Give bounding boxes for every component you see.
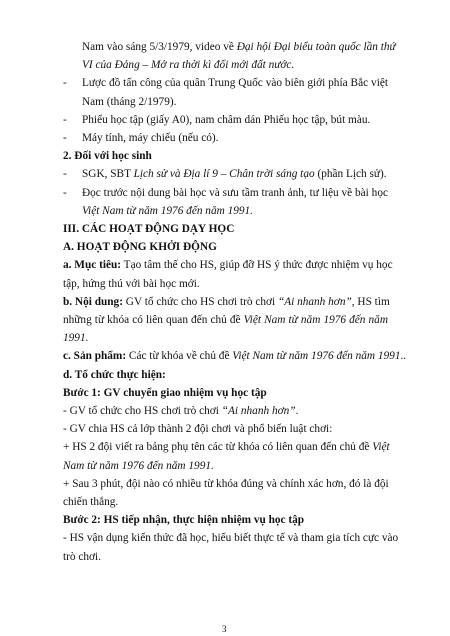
bold-label: a. Mục tiêu: [63,259,122,272]
bold-label: c. Sản phẩm: [63,350,127,363]
bullet-dash: - [63,132,67,144]
section-heading: d. Tổ chức thực hiện: [63,368,166,381]
text-line: Đọc trước nội dung bài học và sưu tầm tranh ảnh, tư liệu về bài học [82,186,388,199]
text-span: GV tổ chức cho HS chơi trò chơi [122,295,278,308]
text-line [63,258,393,272]
bullet-dash: - [63,168,67,181]
text-span: SGK, SBT [82,168,134,181]
text-line: Phiếu học tập (giấy A0), nam châm dán Phiếu học tập, bút màu. [82,113,371,126]
text-line: chiến thắng. [63,496,119,508]
text-span: (phần Lịch sử). [314,168,387,181]
text-span: , HS tìm [351,295,390,308]
step-heading: Bước 2: HS tiếp nhận, thực hiện nhiệm vụ học tập [63,514,305,527]
text-span: Các từ khóa về chủ đề [126,350,233,363]
italic-span: Lịch sử và Địa lí 9 – Chân trời sáng tạo [133,168,315,181]
text-span: .. [400,350,407,363]
text-line: 1991. [63,332,89,345]
text-span: . [295,405,299,417]
text-line: VI của Đảng – Mở ra thời kì đổi mới đất nước. [82,59,295,72]
text-span: + HS 2 đội viết ra bảng phụ tên các từ khóa có liên quan đến chủ đề [63,441,373,454]
text-span: - GV tổ chức cho HS chơi trò chơi [63,405,222,417]
text-line: Nam từ năm 1976 đến năm 1991. [63,459,214,472]
section-heading: III. CÁC HOẠT ĐỘNG DẠY HỌC [63,223,235,235]
text-line: tập, hứng thú với bài học mới. [63,277,200,290]
section-heading: A. HOẠT ĐỘNG KHỞI ĐỘNG [63,241,217,254]
italic-span: “Ai nhanh hơn” [277,295,352,308]
text-line: Lược đồ tấn công của quân Trung Quốc vào biên giới phía Bắc việt [82,77,388,90]
text-span: những từ khóa có liên quan đến chủ đề [63,314,244,326]
italic-span: Việt Nam từ năm 1976 đến năm [243,314,388,326]
text-line: Nam (tháng 2/1979). [82,95,177,108]
page-number: 3 [222,624,227,634]
italic-span: “Ai nhanh hơn” [221,405,296,417]
text-line: - HS vận dụng kiến thức đã học, hiểu biết thực tế và tham gia tích cực vào [63,532,399,545]
text-line [82,40,396,54]
section-heading: 2. Đối với học sinh [63,150,152,163]
italic-span: Việt [372,441,390,454]
bullet-dash: - [63,113,67,126]
italic-span: Đại hội Đại biểu toàn quốc lần thứ [236,41,396,53]
text-line [63,404,298,418]
text-span: Tạo tâm thế cho HS, giúp đỡ HS ý thức được nhiệm vụ học [121,259,393,272]
text-line [63,295,388,309]
text-line [63,349,406,363]
bullet-dash: - [63,77,67,90]
step-heading: Bước 1: GV chuyển giao nhiệm vụ học tập [63,386,267,399]
text-line [82,167,387,181]
text-line: Máy tính, máy chiếu (nếu có). [82,132,219,144]
text-line: Việt Nam từ năm 1976 đến năm 1991. [82,204,253,217]
text-line: trò chơi. [63,550,101,563]
italic-span: Việt Nam từ năm 1976 đến năm 1991 [232,350,401,363]
text-line: - GV chia HS cả lớp thành 2 đội chơi và phổ biến luật chơi: [63,423,333,436]
text-line [63,440,388,454]
text-line: + Sau 3 phút, đội nào có nhiều từ khóa đúng và chính xác hơn, đó là đội [63,477,389,490]
bold-label: b. Nội dung: [63,295,123,308]
text-line [63,313,388,327]
bullet-dash: - [63,186,67,199]
text-span: Nam vào sáng 5/3/1979, video về [82,41,237,53]
